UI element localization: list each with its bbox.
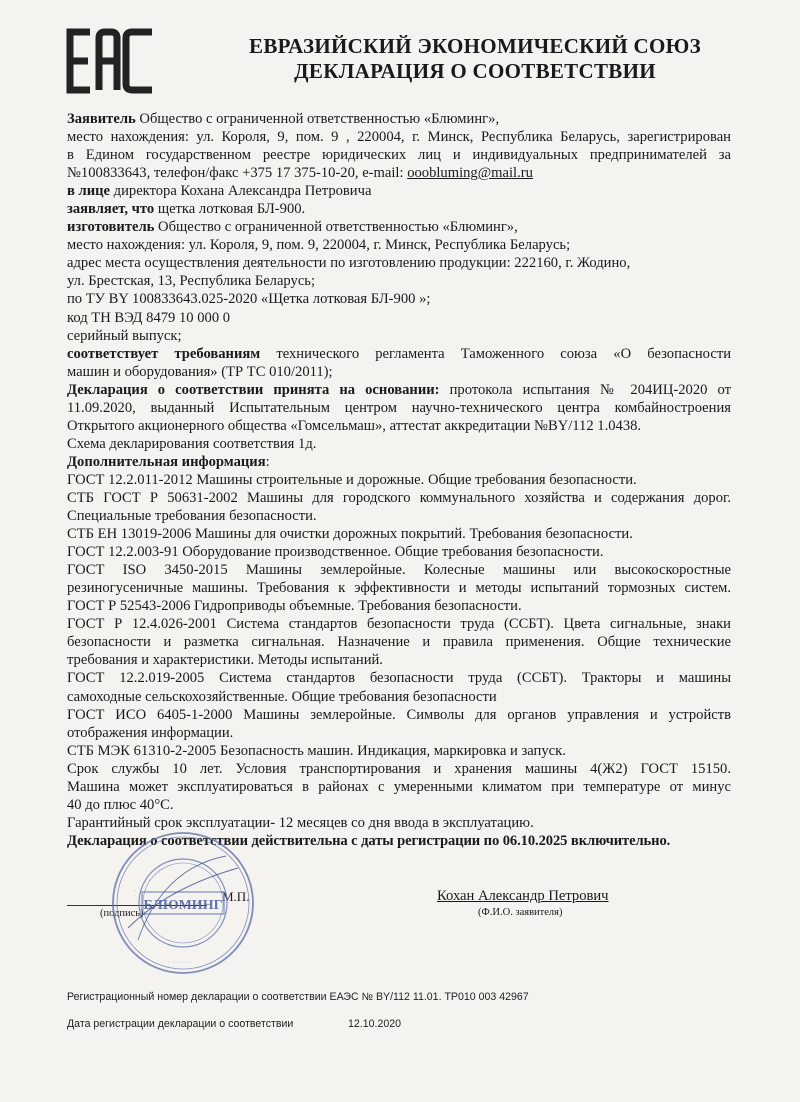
standard-line: безопасности и разметка сигнальная. Назначение и правила применения. Общие технические (67, 634, 731, 651)
standard-line: СТБ ГОСТ Р 50631-2002 Машины для городского коммунального хозяйства и содержания дорог. (67, 489, 731, 506)
applicant-address: место нахождения: ул. Короля, 9, пом. 9 , 220004, г. Минск, Республика Беларусь, зарегистрирован (67, 129, 731, 146)
standard-line: отображения информации. (67, 724, 234, 741)
standard-line: СТБ ЕН 13019-2006 Машины для очистки дорожных покрытий. Требования безопасности. (67, 526, 633, 543)
scheme-line: Схема декларирования соответствия 1д. (67, 435, 317, 452)
applicant-contacts: №100833643, телефон/факс +375 17 375-10-20, e-mail: ooobluming@mail.ru (67, 165, 533, 182)
standard-line: ГОСТ 12.2.019-2005 Система стандартов безопасности труда (ССБТ). Тракторы и машины (67, 670, 731, 687)
temperature-line: 40 до плюс 40°С. (67, 796, 174, 813)
standard-line: ГОСТ 12.2.003-91 Оборудование производственное. Общие требования безопасности. (67, 544, 604, 561)
union-title: ЕВРАЗИЙСКИЙ ЭКОНОМИЧЕСКИЙ СОЮЗ (249, 34, 701, 58)
production-address-2: ул. Брестская, 13, Республика Беларусь; (67, 273, 316, 290)
basis-line: Декларация о соответствии принята на основании: протокола испытания № 204ИЦ-2020 от (67, 381, 731, 398)
production-address-1: адрес места осуществления деятельности по изготовлению продукции: 222160, г. Жодино, (67, 255, 631, 272)
manufacturer-address: место нахождения: ул. Короля, 9, пом. 9, 220004, г. Минск, Республика Беларусь; (67, 237, 571, 254)
standard-line: самоходные сельскохозяйственные. Общие требования безопасности (67, 688, 497, 705)
stamp-place-label: М.П. (222, 889, 250, 904)
standard-line: ГОСТ ИСО 6405-1-2000 Машины землеройные. Символы для органов управления и устройств (67, 706, 731, 723)
applicant-name: Кохан Александр Петрович (437, 888, 609, 904)
warranty-line: Гарантийный срок эксплуатации- 12 месяцев со дня ввода в эксплуатацию. (67, 814, 534, 831)
additional-info-heading: Дополнительная информация: (67, 453, 270, 470)
standard-line: Специальные требования безопасности. (67, 508, 317, 525)
declares-line: заявляет, что щетка лотковая БЛ-900. (67, 201, 306, 218)
eac-logo (66, 28, 156, 94)
declaration-body (67, 110, 731, 850)
standard-line: резиногусеничные машины. Требования к эффективности и методы испытаний тормозных систем. (67, 580, 731, 597)
complies-line: соответствует требованиям технического регламента Таможенного союза «О безопасности (67, 345, 732, 362)
registration-date-row (67, 1018, 402, 1030)
applicant-register: в Едином государственном реестре юридических лиц и индивидуальных предпринимателей за (67, 147, 731, 164)
tu-line: по ТУ BY 100833643.025-2020 «Щетка лотковая БЛ-900 »; (67, 291, 431, 308)
standard-line: ГОСТ 12.2.011-2012 Машины строительные и дорожные. Общие требования безопасности. (67, 471, 637, 488)
standard-line: СТБ МЭК 61310-2-2005 Безопасность машин. Индикация, маркировка и запуск. (67, 742, 566, 759)
stamp-center-text: БЛЮМИНГ (143, 898, 223, 913)
validity-line: Декларация о соответствии действительна с даты регистрации по 06.10.2025 включительно. (67, 832, 671, 849)
svg-text:· · · · · · · · ·: · · · · · · · · · (132, 866, 166, 895)
signature-caption: (подпись) (100, 908, 144, 919)
email-link[interactable]: ooobluming@mail.ru (407, 165, 533, 182)
document-heading (190, 34, 760, 84)
company-stamp (108, 828, 258, 978)
standard-line: требования и характеристики. Методы испытаний. (67, 652, 383, 669)
person-line: в лице директора Кохана Александра Петровича (67, 183, 372, 200)
serial-line: серийный выпуск; (67, 327, 182, 344)
climate-line: Машина может эксплуатироваться в районах с умеренными климатом при температуре от минус (67, 778, 731, 795)
hs-code: код ТН ВЭД 8479 10 000 0 (67, 309, 231, 326)
basis-line-3: Открытого акционерного общества «Гомсельмаш», аттестат аккредитации №BY/112 1.0438. (67, 417, 642, 434)
manufacturer-line: изготовитель Общество с ограниченной ответственностью «Блюминг», (67, 219, 518, 236)
svg-text:· · · · · ·: · · · · · · (168, 959, 192, 966)
standard-line: ГОСТ ISO 3450-2015 Машины землеройные. Колесные машины или высокоскоростные (67, 562, 731, 579)
registration-date: 12.10.2020 (348, 1018, 402, 1030)
applicant-name-caption: (Ф.И.О. заявителя) (478, 907, 563, 918)
service-life-line: Срок службы 10 лет. Условия транспортирования и хранения машины 4(Ж2) ГОСТ 15150. (67, 760, 731, 777)
applicant-label: Заявитель (67, 111, 136, 127)
complies-line-2: машин и оборудования» (ТР ТС 010/2011); (67, 363, 333, 380)
standard-line: ГОСТ Р 12.4.026-2001 Система стандартов безопасности труда (ССБТ). Цвета сигнальные, знаки (67, 616, 731, 633)
registration-number: Регистрационный номер декларации о соответствии ЕАЭС № BY/112 11.01. ТР010 003 42967 (67, 991, 529, 1003)
standard-line: ГОСТ Р 52543-2006 Гидроприводы объемные. Требования безопасности. (67, 598, 522, 615)
registration-date-label: Дата регистрации декларации о соответствии (67, 1018, 294, 1030)
applicant-line: Заявитель Общество с ограниченной ответственностью «Блюминг», (67, 111, 500, 127)
declaration-title: ДЕКЛАРАЦИЯ О СООТВЕТСТВИИ (294, 59, 656, 83)
basis-line-2: 11.09.2020, выданный Испытательным центром научно-технического центра комбайностроения (67, 399, 731, 416)
